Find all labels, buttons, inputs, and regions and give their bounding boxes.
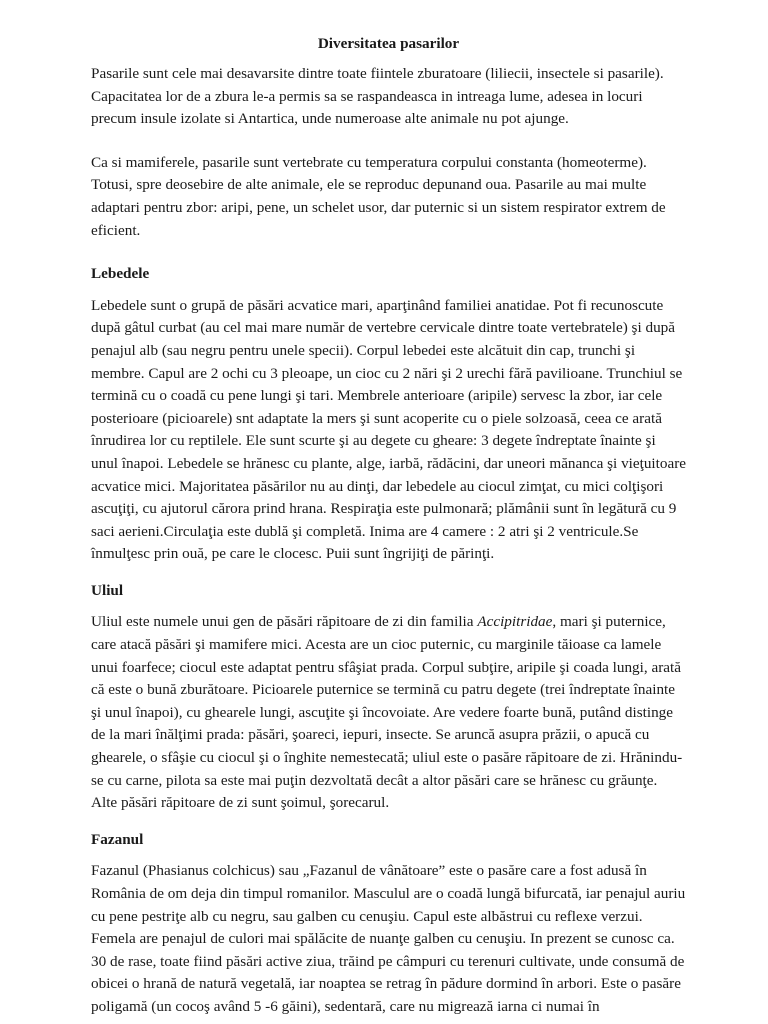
uliul-text-start: Uliul este numele unui gen de păsări răpitoare de zi din familia bbox=[91, 613, 478, 631]
uliul-text-end: , mari şi puternice, care atacă păsări şi mamifere mici. Acesta are un cioc puternic, cu marginile tăioase ca lamele unui foarfece; ciocul este adaptat pentru sfâşiat prada. Corpul subţire, aripile şi coada lungi, arată că este o bună zburătoare. Picioarele puternice se termină cu patru degete (trei îndreptate înainte şi unul înapoi), cu ghearele lungi, ascuţite şi încovoiate. Are vedere foarte bună, putând distinge de la mari înălţimi prada: păsări, şoareci, iepuri, insecte. Se aruncă asupra prăzii, o apucă cu ghearele, o sfâşie cu ciocul şi o înghite nemestecată; uliul este o pasăre răpitoare de zi. Hrănindu-se cu carne, pilota sa este mai puţin dezvoltată decât a altor păsări care se hrănesc cu grăunţe. Alte păsări răpitoare de zi sunt şoimul, şorecarul. bbox=[91, 613, 683, 812]
document-title: Diversitatea pasarilor bbox=[317, 35, 460, 52]
intro-paragraph-1: Pasarile sunt cele mai desavarsite dintre toate fiintele zburatoare (liliecii, insectele si pasarile). Capacitatea lor de a zbura le-a permis sa se raspandeasca in intreaga lume, adesea in locuri precum insule izolate si Antartica, unde numeroase alte animale nu pot ajunge. bbox=[91, 65, 664, 128]
section-text-lebedele: Lebedele sunt o grupă de păsări acvatice mari, aparţinând familiei anatidae. Pot fi recunoscute după gâtul curbat (au cel mai mare număr de vertebre cervicale dintre toate vertebratele) şi după penajul alb (sau negru pentru unele specii). Corpul lebedei este alcătuit din cap, trunchi şi membre. Capul are 2 ochi cu 3 pleoape, un cioc cu 2 nări şi 2 urechi fără pavilioane. Trunchiul se termină cu o coadă cu pene lungi şi tari. Membrele anterioare (aripile) servesc la zbor, iar cele posterioare (picioarele) snt adaptate la mers şi sunt acoperite cu o piele solzoasă, ceea ce arată înrudirea lor cu reptilele. Ele sunt scurte şi au degete cu gheare: 3 degete îndreptate înainte şi unul înapoi. Lebedele se hrănesc cu plante, alge, iarbă, rădăcini, dar uneori mănanca şi vieţuitoare acvatice mici. Majoritatea păsărilor nu au dinţi, dar lebedele au ciocul zimţat, cu mici colţişori ascuţiţi, cu ajutorul cărora prind hrana. Respiraţia este pulmonară; plămânii sunt în legătură cu 9 saci aerieni.Circulaţia este dublă şi completă. Inima are 4 camere : 2 atri şi 2 ventricule.Se înmulţesc prin ouă, pe care le clocesc. Puii sunt îngrijiţi de părinţi. bbox=[91, 296, 687, 563]
section-text-fazanul: Fazanul (Phasianus colchicus) sau „Fazanul de vânătoare” este o pasăre care a fost adusă în România de om deja din timpul romanilor. Masculul are o coadă lungă bifurcată, iar penajul auriu cu pene pestriţe alb cu negru, sau galben cu cenuşiu. Capul este albăstrui cu reflexe verzui. Femela are penajul de culori mai spălăcite de nuanţe galben cu cenuşiu. In prezent se cunosc ca. 30 de rase, toate fiind păsări active ziua, trăind pe câmpuri cu terenuri cultivate, unde consumă de obicei o hrană de natură vegetală, iar noaptea se retrag în pădure dormind în arbori. Este o pasăre poligamă (un cocoş având 5 -6 găini), sedentară, care nu migrează iarna ci numai în bbox=[91, 862, 686, 1015]
intro-paragraph-2: Ca si mamiferele, pasarile sunt vertebrate cu temperatura corpului constanta (homeoterme). Totusi, spre deosebire de alte animale, ele se reproduc depunand oua. Pasarile au mai multe adaptari pentru zbor: aripi, pene, un schelet usor, dar puternic si un sistem respirator extrem de eficient. bbox=[91, 153, 666, 239]
section-text-uliul bbox=[91, 611, 686, 814]
section-heading-fazanul: Fazanul bbox=[91, 830, 144, 848]
section-heading-uliul: Uliul bbox=[91, 581, 124, 599]
section-heading-lebedele: Lebedele bbox=[91, 265, 150, 283]
uliul-text-italic: Accipitridae bbox=[477, 613, 553, 631]
document-content bbox=[91, 33, 686, 1019]
